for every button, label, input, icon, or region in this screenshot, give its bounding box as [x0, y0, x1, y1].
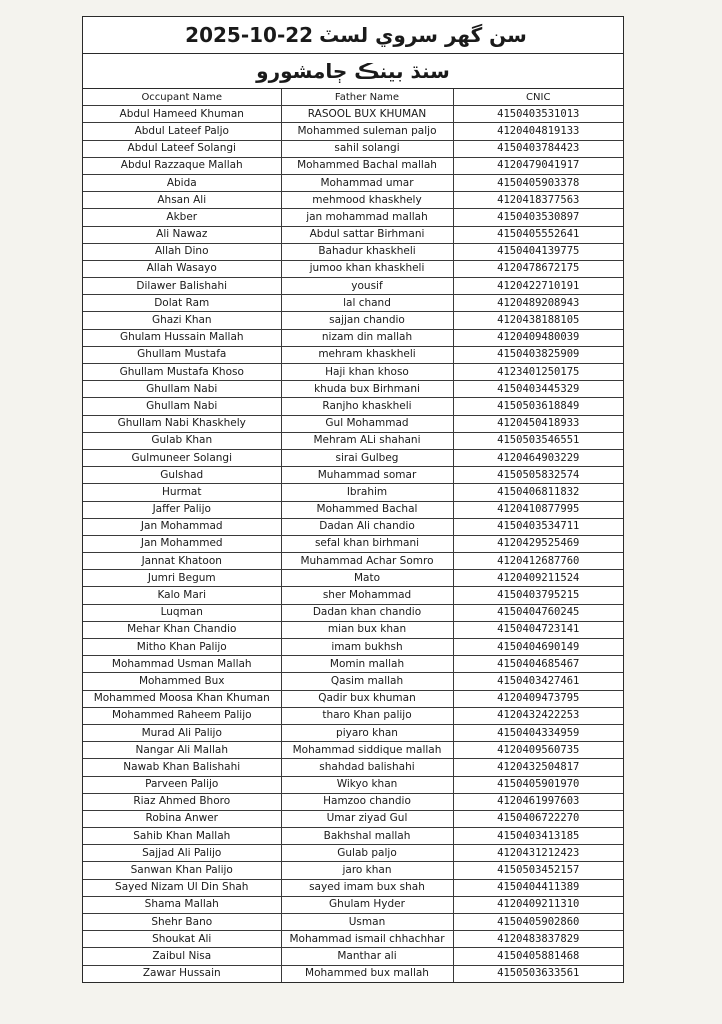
- table-row: [83, 243, 623, 260]
- survey-list-sheet: [82, 16, 624, 983]
- father-name-cell: khuda bux Birhmani: [281, 381, 453, 398]
- table-row: [83, 776, 623, 793]
- occupant-name-cell: Ahsan Ali: [83, 192, 281, 209]
- occupant-name-cell: Jan Mohammed: [83, 535, 281, 552]
- table-row: [83, 828, 623, 845]
- table-row: [83, 226, 623, 243]
- table-row: [83, 467, 623, 484]
- occupant-name-cell: Abdul Razzaque Mallah: [83, 157, 281, 174]
- table-row: [83, 364, 623, 381]
- cnic-cell: 4150403784423: [453, 140, 623, 157]
- occupant-name-cell: Mohammed Bux: [83, 673, 281, 690]
- table-row: [83, 192, 623, 209]
- cnic-cell: 4120412687760: [453, 553, 623, 570]
- table-row: [83, 673, 623, 690]
- table-row: [83, 862, 623, 879]
- cnic-cell: 4120461997603: [453, 793, 623, 810]
- occupant-name-cell: Sayed Nizam Ul Din Shah: [83, 879, 281, 896]
- cnic-cell: 4150404334959: [453, 724, 623, 741]
- father-name-cell: Mohammad ismail chhachhar: [281, 931, 453, 948]
- header-cnic: CNIC: [453, 89, 623, 106]
- occupant-name-cell: Sajjad Ali Palijo: [83, 845, 281, 862]
- occupant-name-cell: Ghazi Khan: [83, 312, 281, 329]
- father-name-cell: Muhammad somar: [281, 467, 453, 484]
- table-row: [83, 914, 623, 931]
- occupant-name-cell: Shoukat Ali: [83, 931, 281, 948]
- occupant-name-cell: Ghulam Hussain Mallah: [83, 329, 281, 346]
- occupant-name-cell: Ghullam Nabi Khaskhely: [83, 415, 281, 432]
- cnic-cell: 4120464903229: [453, 449, 623, 466]
- table-row: [83, 690, 623, 707]
- table-row: [83, 535, 623, 552]
- cnic-cell: 4150404411389: [453, 879, 623, 896]
- father-name-cell: imam bukhsh: [281, 639, 453, 656]
- father-name-cell: jumoo khan khaskheli: [281, 260, 453, 277]
- occupant-name-cell: Mohammad Usman Mallah: [83, 656, 281, 673]
- table-row: [83, 157, 623, 174]
- occupant-name-cell: Akber: [83, 209, 281, 226]
- table-row: [83, 106, 623, 123]
- father-name-cell: mehmood khaskhely: [281, 192, 453, 209]
- cnic-cell: 4150404690149: [453, 639, 623, 656]
- cnic-cell: 4150406722270: [453, 810, 623, 827]
- cnic-cell: 4120418377563: [453, 192, 623, 209]
- father-name-cell: Muhammad Achar Somro: [281, 553, 453, 570]
- father-name-cell: Momin mallah: [281, 656, 453, 673]
- father-name-cell: Umar ziyad Gul: [281, 810, 453, 827]
- cnic-cell: 4150403534711: [453, 518, 623, 535]
- title-text: سن گھر سروي لسٽ: [319, 23, 527, 47]
- occupant-name-cell: Gulmuneer Solangi: [83, 449, 281, 466]
- cnic-cell: 4120409211310: [453, 896, 623, 913]
- table-row: [83, 639, 623, 656]
- occupant-name-cell: Luqman: [83, 604, 281, 621]
- occupant-name-cell: Mehar Khan Chandio: [83, 621, 281, 638]
- occupant-name-cell: Zaibul Nisa: [83, 948, 281, 965]
- table-row: [83, 553, 623, 570]
- table-row: [83, 570, 623, 587]
- occupant-name-cell: Jan Mohammad: [83, 518, 281, 535]
- occupant-name-cell: Dolat Ram: [83, 295, 281, 312]
- cnic-cell: 4150503633561: [453, 965, 623, 982]
- table-row: [83, 415, 623, 432]
- cnic-cell: 4120409480039: [453, 329, 623, 346]
- table-row: [83, 742, 623, 759]
- occupant-name-cell: Mohammed Raheem Palijo: [83, 707, 281, 724]
- father-name-cell: Abdul sattar Birhmani: [281, 226, 453, 243]
- occupant-name-cell: Robina Anwer: [83, 810, 281, 827]
- cnic-cell: 4150505832574: [453, 467, 623, 484]
- cnic-cell: 4120431212423: [453, 845, 623, 862]
- occupant-name-cell: Mohammed Moosa Khan Khuman: [83, 690, 281, 707]
- cnic-cell: 4120479041917: [453, 157, 623, 174]
- table-row: [83, 398, 623, 415]
- cnic-cell: 4150405902860: [453, 914, 623, 931]
- document-title: [83, 17, 623, 54]
- cnic-cell: 4150404685467: [453, 656, 623, 673]
- father-name-cell: Ranjho khaskheli: [281, 398, 453, 415]
- cnic-cell: 4120429525469: [453, 535, 623, 552]
- father-name-cell: Mehram ALi shahani: [281, 432, 453, 449]
- table-row: [83, 759, 623, 776]
- table-row: [83, 845, 623, 862]
- occupant-name-cell: Dilawer Balishahi: [83, 278, 281, 295]
- father-name-cell: Gul Mohammad: [281, 415, 453, 432]
- father-name-cell: sher Mohammad: [281, 587, 453, 604]
- cnic-cell: 4150405903378: [453, 174, 623, 191]
- father-name-cell: Mato: [281, 570, 453, 587]
- father-name-cell: Mohammed Bachal: [281, 501, 453, 518]
- title-date: 2025-10-22: [185, 23, 314, 47]
- table-row: [83, 931, 623, 948]
- father-name-cell: Gulab paljo: [281, 845, 453, 862]
- father-name-cell: sahil solangi: [281, 140, 453, 157]
- father-name-cell: Bakhshal mallah: [281, 828, 453, 845]
- father-name-cell: Qadir bux khuman: [281, 690, 453, 707]
- occupant-name-cell: Shama Mallah: [83, 896, 281, 913]
- cnic-cell: 4120478672175: [453, 260, 623, 277]
- cnic-cell: 4120409473795: [453, 690, 623, 707]
- cnic-cell: 4120410877995: [453, 501, 623, 518]
- table-row: [83, 432, 623, 449]
- occupant-name-cell: Allah Dino: [83, 243, 281, 260]
- cnic-cell: 4150404760245: [453, 604, 623, 621]
- cnic-cell: 4123401250175: [453, 364, 623, 381]
- father-name-cell: shahdad balishahi: [281, 759, 453, 776]
- father-name-cell: jan mohammad mallah: [281, 209, 453, 226]
- father-name-cell: Manthar ali: [281, 948, 453, 965]
- cnic-cell: 4120432504817: [453, 759, 623, 776]
- occupant-name-cell: Parveen Palijo: [83, 776, 281, 793]
- cnic-cell: 4150406811832: [453, 484, 623, 501]
- cnic-cell: 4150503618849: [453, 398, 623, 415]
- cnic-cell: 4150503546551: [453, 432, 623, 449]
- occupant-name-cell: Jaffer Palijo: [83, 501, 281, 518]
- occupant-name-cell: Abdul Lateef Paljo: [83, 123, 281, 140]
- father-name-cell: Dadan khan chandio: [281, 604, 453, 621]
- father-name-cell: Hamzoo chandio: [281, 793, 453, 810]
- table-row: [83, 724, 623, 741]
- occupant-name-cell: Sahib Khan Mallah: [83, 828, 281, 845]
- occupant-name-cell: Nangar Ali Mallah: [83, 742, 281, 759]
- father-name-cell: sirai Gulbeg: [281, 449, 453, 466]
- cnic-cell: 4120450418933: [453, 415, 623, 432]
- occupant-name-cell: Riaz Ahmed Bhoro: [83, 793, 281, 810]
- header-occupant-name: Occupant Name: [83, 89, 281, 106]
- cnic-cell: 4120409560735: [453, 742, 623, 759]
- table-row: [83, 518, 623, 535]
- occupant-name-cell: Murad Ali Palijo: [83, 724, 281, 741]
- table-row: [83, 484, 623, 501]
- father-name-cell: sefal khan birhmani: [281, 535, 453, 552]
- occupant-name-cell: Shehr Bano: [83, 914, 281, 931]
- table-row: [83, 346, 623, 363]
- cnic-cell: 4120489208943: [453, 295, 623, 312]
- table-row: [83, 587, 623, 604]
- father-name-cell: nizam din mallah: [281, 329, 453, 346]
- table-row: [83, 604, 623, 621]
- cnic-cell: 4150403531013: [453, 106, 623, 123]
- father-name-cell: Ibrahim: [281, 484, 453, 501]
- father-name-cell: Usman: [281, 914, 453, 931]
- father-name-cell: Ghulam Hyder: [281, 896, 453, 913]
- occupant-name-cell: Ghullam Mustafa: [83, 346, 281, 363]
- father-name-cell: Wikyo khan: [281, 776, 453, 793]
- cnic-cell: 4150403530897: [453, 209, 623, 226]
- father-name-cell: Mohammad siddique mallah: [281, 742, 453, 759]
- cnic-cell: 4120438188105: [453, 312, 623, 329]
- table-row: [83, 965, 623, 982]
- table-row: [83, 810, 623, 827]
- table-row: [83, 449, 623, 466]
- table-row: [83, 174, 623, 191]
- occupant-name-cell: Sanwan Khan Palijo: [83, 862, 281, 879]
- father-name-cell: Haji khan khoso: [281, 364, 453, 381]
- occupant-name-cell: Abdul Hameed Khuman: [83, 106, 281, 123]
- cnic-cell: 4150403413185: [453, 828, 623, 845]
- table-row: [83, 381, 623, 398]
- cnic-cell: 4150405881468: [453, 948, 623, 965]
- father-name-cell: Qasim mallah: [281, 673, 453, 690]
- occupant-name-cell: Gulshad: [83, 467, 281, 484]
- table-row: [83, 656, 623, 673]
- occupant-name-cell: Ghullam Nabi: [83, 398, 281, 415]
- father-name-cell: Mohammed bux mallah: [281, 965, 453, 982]
- cnic-cell: 4150403445329: [453, 381, 623, 398]
- cnic-cell: 4150403825909: [453, 346, 623, 363]
- table-row: [83, 707, 623, 724]
- occupant-name-cell: Mitho Khan Palijo: [83, 639, 281, 656]
- cnic-cell: 4150405901970: [453, 776, 623, 793]
- cnic-cell: 4120404819133: [453, 123, 623, 140]
- cnic-cell: 4150404139775: [453, 243, 623, 260]
- occupant-table: [83, 89, 623, 982]
- occupant-name-cell: Kalo Mari: [83, 587, 281, 604]
- occupant-name-cell: Ghullam Nabi: [83, 381, 281, 398]
- father-name-cell: Bahadur khaskheli: [281, 243, 453, 260]
- cnic-cell: 4120432422253: [453, 707, 623, 724]
- table-row: [83, 329, 623, 346]
- occupant-name-cell: Gulab Khan: [83, 432, 281, 449]
- father-name-cell: tharo Khan palijo: [281, 707, 453, 724]
- occupant-name-cell: Jannat Khatoon: [83, 553, 281, 570]
- table-row: [83, 123, 623, 140]
- header-father-name: Father Name: [281, 89, 453, 106]
- father-name-cell: sajjan chandio: [281, 312, 453, 329]
- table-row: [83, 295, 623, 312]
- table-row: [83, 260, 623, 277]
- father-name-cell: jaro khan: [281, 862, 453, 879]
- father-name-cell: Mohammad umar: [281, 174, 453, 191]
- father-name-cell: Dadan Ali chandio: [281, 518, 453, 535]
- occupant-name-cell: Hurmat: [83, 484, 281, 501]
- occupant-name-cell: Zawar Hussain: [83, 965, 281, 982]
- father-name-cell: lal chand: [281, 295, 453, 312]
- document-subtitle: سنڌ بينڪ ڄامشورو: [83, 54, 623, 89]
- occupant-name-cell: Jumri Begum: [83, 570, 281, 587]
- occupant-name-cell: Ghullam Mustafa Khoso: [83, 364, 281, 381]
- father-name-cell: mian bux khan: [281, 621, 453, 638]
- occupant-name-cell: Allah Wasayo: [83, 260, 281, 277]
- cnic-cell: 4120409211524: [453, 570, 623, 587]
- cnic-cell: 4120422710191: [453, 278, 623, 295]
- cnic-cell: 4120483837829: [453, 931, 623, 948]
- table-header-row: [83, 89, 623, 106]
- table-row: [83, 278, 623, 295]
- table-row: [83, 896, 623, 913]
- table-row: [83, 312, 623, 329]
- occupant-name-cell: Nawab Khan Balishahi: [83, 759, 281, 776]
- father-name-cell: mehram khaskheli: [281, 346, 453, 363]
- table-row: [83, 140, 623, 157]
- occupant-name-cell: Abdul Lateef Solangi: [83, 140, 281, 157]
- occupant-name-cell: Abida: [83, 174, 281, 191]
- cnic-cell: 4150403795215: [453, 587, 623, 604]
- father-name-cell: piyaro khan: [281, 724, 453, 741]
- occupant-name-cell: Ali Nawaz: [83, 226, 281, 243]
- father-name-cell: Mohammed suleman paljo: [281, 123, 453, 140]
- table-row: [83, 879, 623, 896]
- table-row: [83, 621, 623, 638]
- table-row: [83, 501, 623, 518]
- table-row: [83, 948, 623, 965]
- table-row: [83, 793, 623, 810]
- cnic-cell: 4150404723141: [453, 621, 623, 638]
- father-name-cell: yousif: [281, 278, 453, 295]
- cnic-cell: 4150503452157: [453, 862, 623, 879]
- table-row: [83, 209, 623, 226]
- cnic-cell: 4150405552641: [453, 226, 623, 243]
- father-name-cell: sayed imam bux shah: [281, 879, 453, 896]
- father-name-cell: Mohammed Bachal mallah: [281, 157, 453, 174]
- father-name-cell: RASOOL BUX KHUMAN: [281, 106, 453, 123]
- cnic-cell: 4150403427461: [453, 673, 623, 690]
